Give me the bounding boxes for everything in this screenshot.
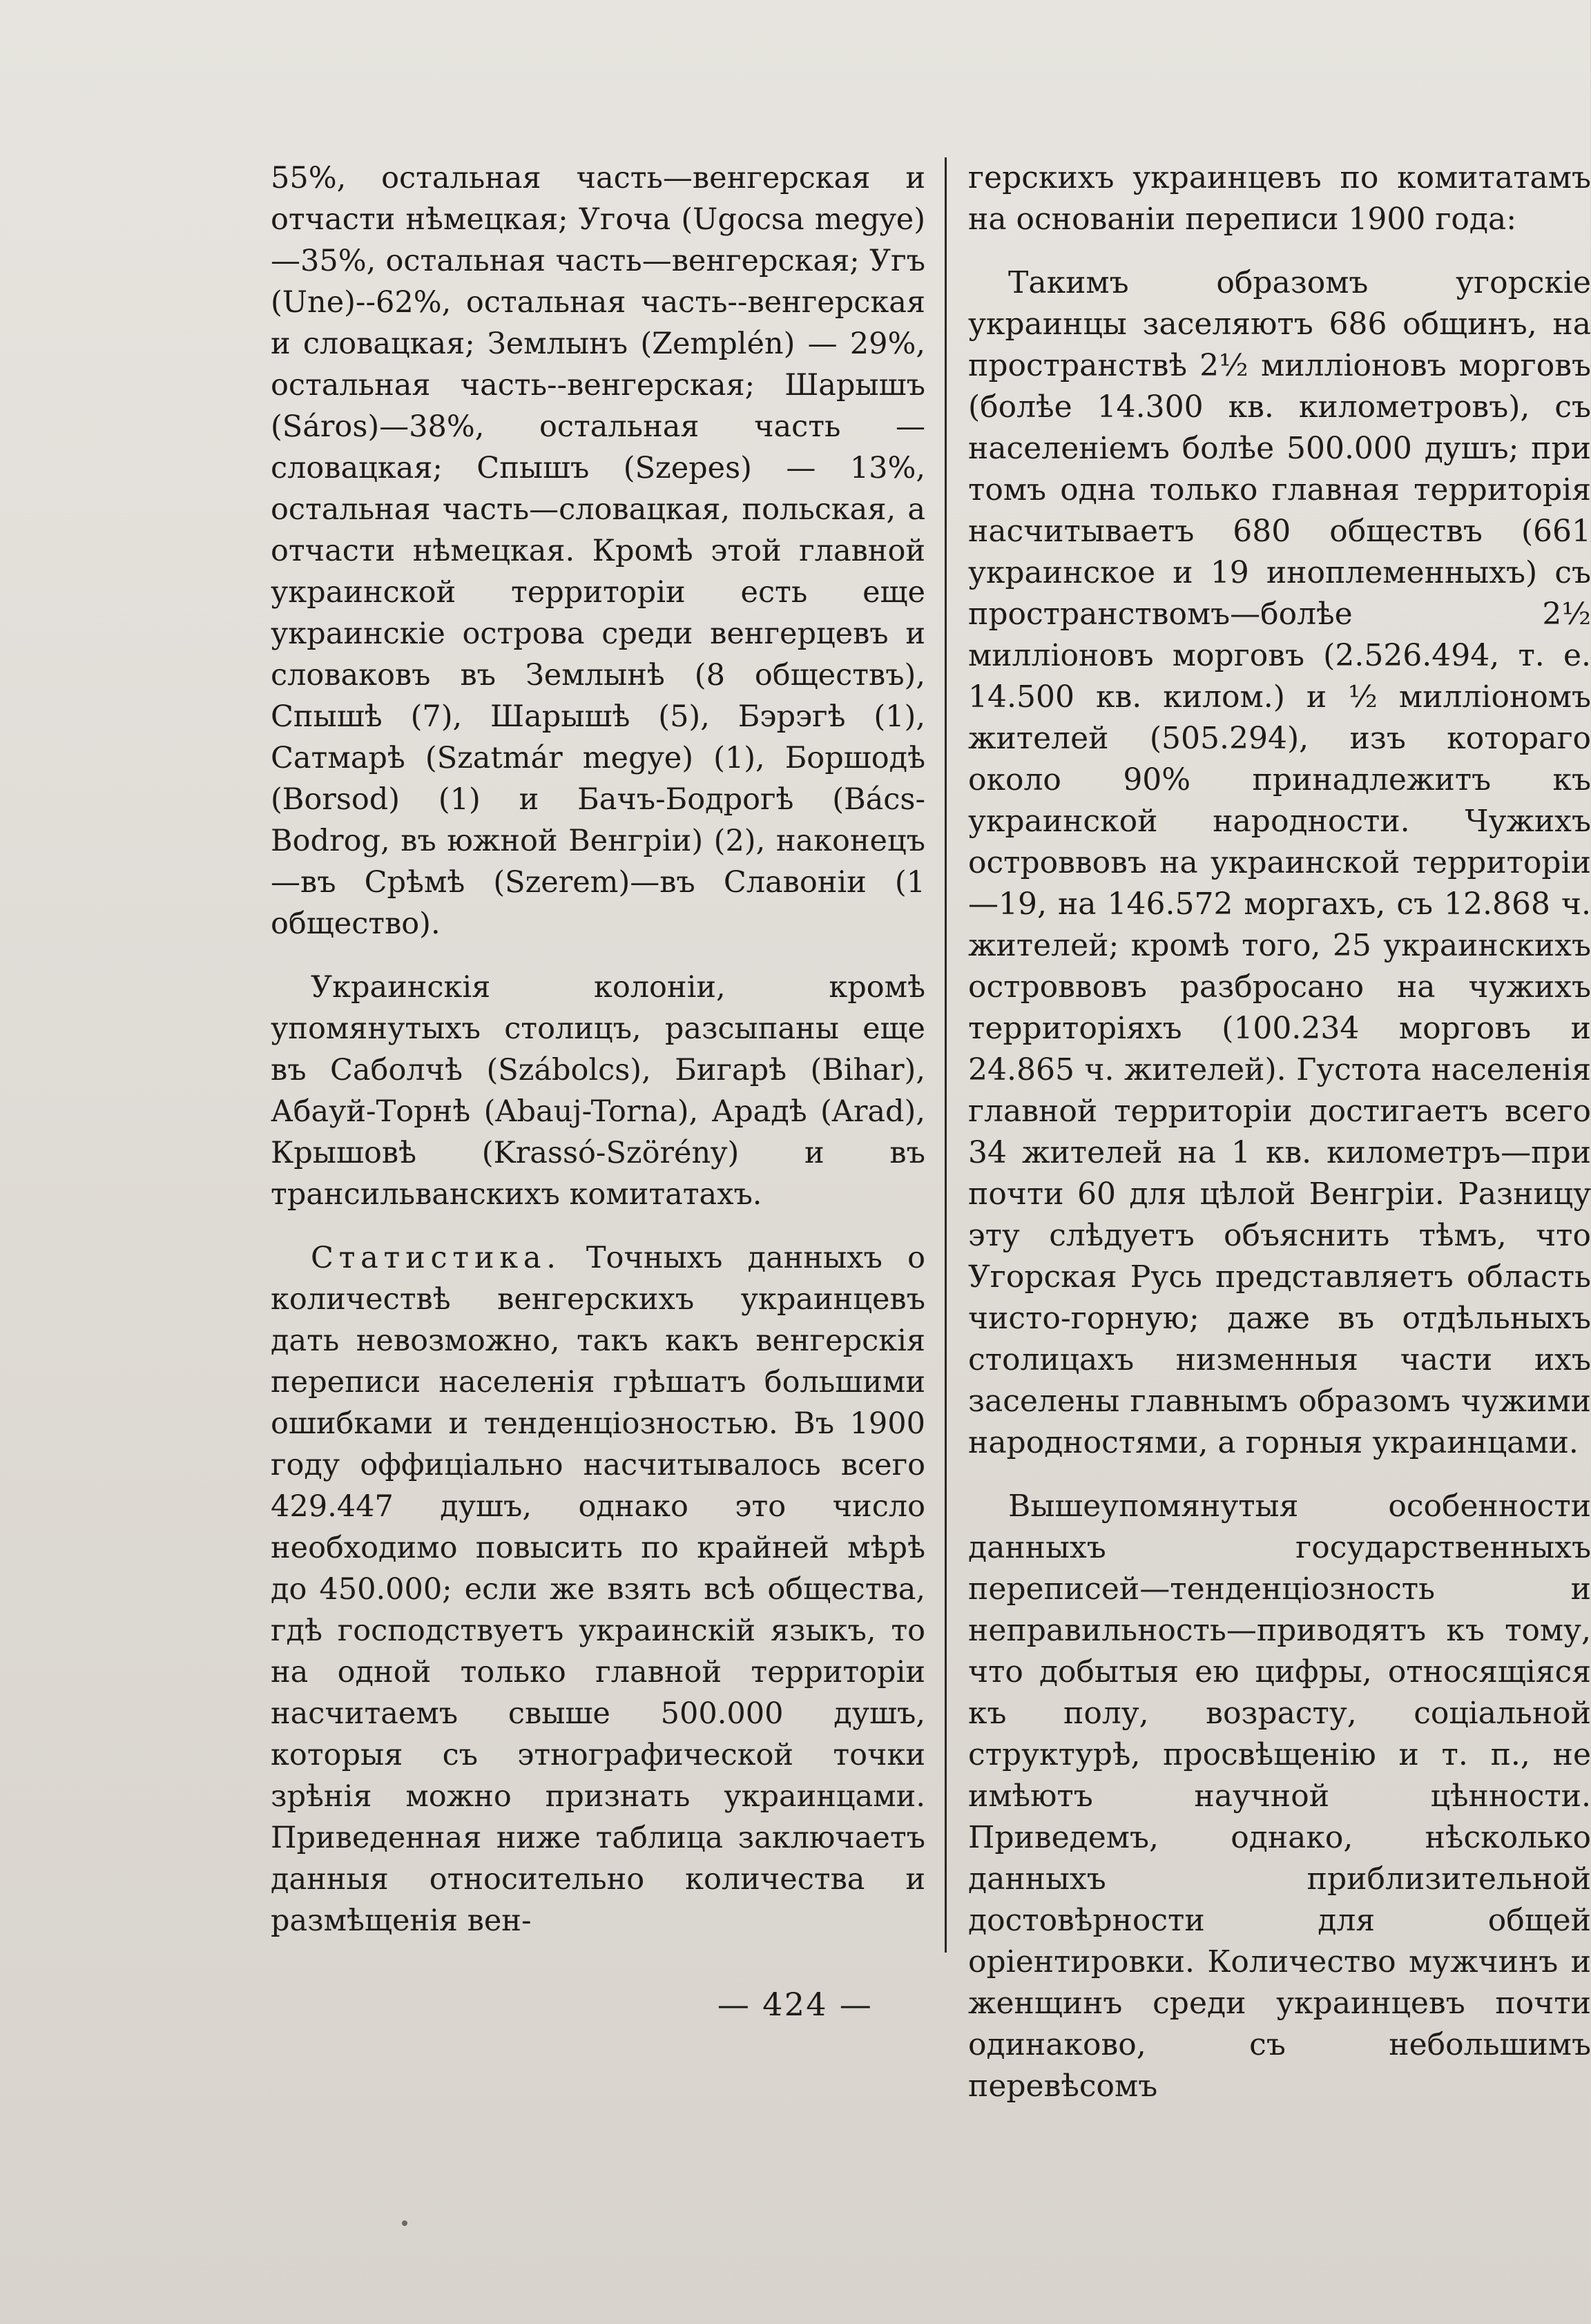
paragraph-left-3 [271,1237,925,1941]
paragraph-left-3-text: Точныхъ данныхъ о количествѣ венгерскихъ украинцевъ дать невозможно, такъ какъ венгерскія переписи населенія грѣшатъ большими ошибками и тенденціозностью. Въ 1900 году оффиціально насчитывалось всего 429.447 душъ, однако это число необходимо повысить по крайней мѣрѣ до 450.000; если же взять всѣ общества, гдѣ господствуетъ украинскій языкъ, то на одной только главной территоріи насчитаемъ свыше 500.000 душъ, которыя съ этнографической точки зрѣнія можно признать украинцами. Приведенная ниже таблица заключаетъ данныя относительно количества и размѣщенія вен- [271,1241,925,1938]
paper-speck [402,2220,407,2226]
column-divider [945,157,947,1953]
paragraph-left-1: 55%, остальная часть—венгерская и отчасти нѣмецкая; Угоча (Ugocsa megye)—35%, остальная часть—венгерская; Угъ (Une)--62%, остальная часть--венгерская и словацкая; Землынъ (Zemplén) — 29%, остальная часть--венгерская; Шарышъ (Sáros)—38%, остальная часть — словацкая; Спышъ (Szepes) — 13%, остальная часть—словацкая, польская, а отчасти нѣмецкая. Кромѣ этой главной украинской территоріи есть еще украинскіе острова среди венгерцевъ и словаковъ въ Землынѣ (8 обществъ), Спышѣ (7), Шарышѣ (5), Бэрэгѣ (1), Сатмарѣ (Szatmár megye) (1), Боршодѣ (Borsod) (1) и Бачъ-Бодрогѣ (Bács-Bodrog, въ южной Венгріи) (2), наконецъ—въ Срѣмѣ (Szerem)—въ Славоніи (1 общество). [271,161,925,941]
paragraph-right-3: Вышеупомянутыя особенности данныхъ государственныхъ переписей—тенденціозность и неправильность—приводятъ къ тому, что добытыя ею цифры, относящіяся къ полу, возрасту, соціальной структурѣ, просвѣщенію и т. п., не имѣютъ научной цѣнности. Приведемъ, однако, нѣсколько данныхъ приблизительной достовѣрности для общей оріентировки. Количество мужчинъ и женщинъ среди украинцевъ почти одинаково, съ небольшимъ перевѣсомъ [968,1489,1591,2104]
section-heading-statistics: Статистика. [311,1241,561,1275]
page-number: — 424 — [717,1986,874,2023]
right-column [968,157,1591,2104]
paragraph-right-2: Такимъ образомъ угорскіе украинцы заселяютъ 686 общинъ, на пространствѣ 2½ милліоновъ морговъ (болѣе 14.300 кв. километровъ), съ населеніемъ болѣе 500.000 душъ; при томъ одна только главная территорія насчитываетъ 680 обществъ (661 украинское и 19 иноплеменныхъ) съ пространствомъ—болѣе 2½ милліоновъ морговъ (2.526.494, т. е. 14.500 кв. килом.) и ½ милліономъ жителей (505.294), изъ котораго около 90% принадлежитъ къ украинской народности. Чужихъ островвовъ на украинской территоріи—19, на 146.572 моргахъ, съ 12.868 ч. жителей; кромѣ того, 25 украинскихъ островвовъ разбросано на чужихъ территоріяхъ (100.234 морговъ и 24.865 ч. жителей). Густота населенія главной территоріи достигаетъ всего 34 жителей на 1 кв. километръ—при почти 60 для цѣлой Венгріи. Разницу эту слѣдуетъ объяснить тѣмъ, что Угорская Русь представляетъ область чисто-горную; даже въ отдѣльныхъ столицахъ низменныя части ихъ заселены главнымъ образомъ чужими народностями, а горныя украинцами. [968,265,1591,1460]
paragraph-left-2: Украинскія колоніи, кромѣ упомянутыхъ столицъ, разсыпаны еще въ Саболчѣ (Szábolcs), Бигарѣ (Bihar), Абауй-Торнѣ (Abauj-Torna), Арадѣ (Arad), Крышовѣ (Krassó-Szörény) и въ трансильванскихъ комитатахъ. [271,970,925,1212]
paragraph-right-1: герскихъ украинцевъ по комитатамъ на основаніи переписи 1900 года: [968,160,1591,237]
left-column [271,157,925,1966]
